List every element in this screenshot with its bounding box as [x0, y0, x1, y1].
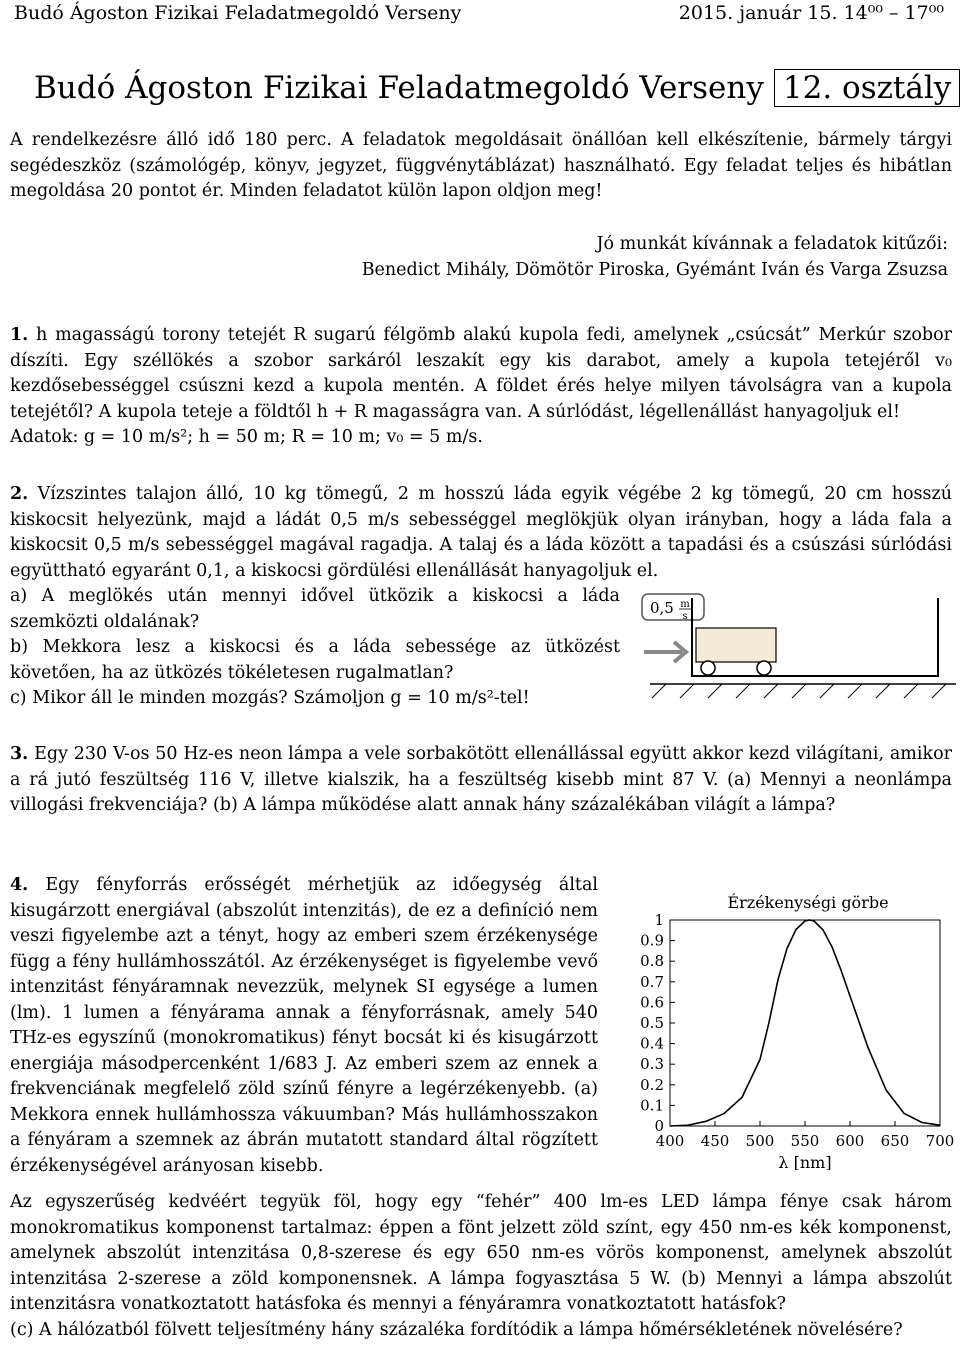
- y-tick-label: 0.7: [640, 972, 664, 991]
- problem-2-number: 2.: [10, 484, 29, 504]
- y-tick-label: 0.4: [640, 1034, 664, 1053]
- sensitivity-chart: [600, 880, 955, 1170]
- wishes-authors: Benedict Mihály, Dömötör Piroska, Gyémánt Iván és Varga Zsuzsa: [361, 259, 948, 280]
- header-date: 2015. január 15. 14⁰⁰ – 17⁰⁰: [678, 2, 944, 24]
- cart-wheel-left: [701, 661, 715, 675]
- crate-figure: [640, 590, 958, 702]
- problem-4-body: [10, 1190, 952, 1343]
- grade-box: 12. osztály: [774, 69, 960, 107]
- problem-3-number: 3.: [10, 744, 29, 764]
- chart-frame: [670, 920, 940, 1126]
- x-tick-label: 400: [655, 1132, 685, 1150]
- problem-4-text1: Egy fényforrás erősségét mérhetjük az időegység által kisugárzott energiával (abszolút intenzitás), de ez a definíció nem veszi figyelembe azt a tényt, hogy az emberi szem érzékenysége függ a fény hullámhosszától. Az érzékenységet is figyelembe vevő intenzitást fényáramnak nevezzük, melynek SI egysége a lumen (lm). 1 lumen a fényárama annak a fényforrásnak, amely 540 THz-es egyszínű (monokromatikus) fényt bocsát ki és kisugárzott energiája másodpercenként 1/683 J. Az emberi szem az ennek a frekvenciának megfelelő zöld színű fényre a legérzékenyebb. (a) Mekkora ennek hullámhossza vákuumban? Más hullámhosszakon a fényáram a szemnek az ábrán mutatott standard által rögzített érzékenységével arányosan kisebb.: [10, 875, 598, 1176]
- speed-unit-den: s: [682, 611, 688, 622]
- y-tick-label: 0.5: [640, 1014, 664, 1032]
- push-arrow: [644, 642, 686, 662]
- header-left: Budó Ágoston Fizikai Feladatmegoldó Verseny: [14, 2, 462, 24]
- x-tick-label: 450: [700, 1132, 730, 1150]
- problem-4-number: 4.: [10, 875, 29, 895]
- y-tick-label: 0.3: [640, 1055, 664, 1074]
- problem-1-data: Adatok: g = 10 m/s²; h = 50 m; R = 10 m; v₀ = 5 m/s.: [10, 427, 483, 447]
- ground-hatch: [652, 684, 946, 698]
- intro-text: A rendelkezésre álló idő 180 perc. A feladatok megoldásait önállóan kell elkészítenie, bármely tárgyi segédeszköz (számológép, könyv, jegyzet, függvénytáblázat) használható. Egy feladat teljes és hibátlan megoldása 20 pontot ér. Minden feladatot külön lapon oldjon meg!: [10, 130, 952, 201]
- title-main: Budó Ágoston Fizikai Feladatmegoldó Verseny: [34, 70, 764, 106]
- page-title: [34, 70, 960, 106]
- y-tick-label: 0.6: [640, 993, 664, 1012]
- x-tick-label: 600: [835, 1132, 865, 1150]
- y-tick-label: 0.2: [640, 1075, 664, 1094]
- problem-2-b: b) Mekkora lesz a kiskocsi és a láda sebessége az ütközést követően, ha az ütközés tökéletesen rugalmatlan?: [10, 637, 620, 683]
- problem-1: [10, 323, 952, 451]
- wishes-line1: Jó munkát kívánnak a feladatok kitűzői:: [596, 234, 948, 254]
- x-tick-label: 650: [880, 1132, 910, 1150]
- speed-unit-num: m: [680, 599, 690, 610]
- x-tick-label: 500: [745, 1132, 775, 1150]
- y-tick-label: 0: [654, 1117, 664, 1135]
- problem-4-text2: Az egyszerűség kedvéért tegyük föl, hogy egy “fehér” 400 lm-es LED lámpa fénye csak három monokromatikus komponenst tartalmaz: éppen a fönt jelzett zöld színt, egy 450 nm-es kék komponenst, amelynek abszolút intenzitása 0,8-szerese és egy 650 nm-es vörös komponenst, amelynek abszolút intenzitása 2-szerese a zöld komponensnek. A lámpa fogyasztása 5 W. (b) Mennyi a lámpa abszolút intenzitásra vonatkoztatott hatásfoka és mennyi a fényáramra vonatkoztatott hatásfok?: [10, 1192, 952, 1314]
- problem-2: [10, 482, 952, 584]
- problem-3-text: Egy 230 V-os 50 Hz-es neon lámpa a vele sorbakötött ellenállással együtt akkor kezd világítani, amikor a rá jutó feszültség 116 V, illetve kialszik, ha a feszültség kisebb mint 87 V. (a) Mennyi a neonlámpa villogási frekvenciája? (b) A lámpa működése alatt annak hány százalékában világít a lámpa?: [10, 744, 952, 815]
- problem-4-text3: (c) A hálózatból fölvett teljesítmény hány százaléka fordítódik a lámpa hőmérsékletének növelésére?: [10, 1319, 903, 1340]
- x-tick-label: 550: [790, 1132, 820, 1150]
- problem-4-intro: [10, 873, 598, 1178]
- chart-series-line: [670, 920, 940, 1126]
- problem-2-questions: [10, 584, 620, 712]
- problem-2-c: c) Mikor áll le minden mozgás? Számoljon g = 10 m/s²-tel!: [10, 688, 530, 708]
- problem-2-a: a) A meglökés után mennyi idővel ütközik a kiskocsi a láda szemközti oldalának?: [10, 586, 620, 632]
- cart-body: [696, 628, 776, 662]
- problem-3: [10, 742, 952, 819]
- chart-title: Érzékenységi görbe: [727, 893, 889, 912]
- chart-xlabel: λ [nm]: [778, 1153, 832, 1170]
- problem-1-text: h magasságú torony tetejét R sugarú félgömb alakú kupola fedi, amelynek „csúcsát” Merkúr szobor díszíti. Egy széllökés a szobor sarkáról leszakít egy kis darabot, amely a kupola tetejéről v₀ kezdősebességgel csúszni kezd a kupola mentén. A földet érés helye milyen távolságra van a kupola tetejétől? A kupola teteje a földtől h + R magasságra van. A súrlódást, légellenállást hanyagoljuk el!: [10, 325, 952, 422]
- speed-label-value: 0,5: [650, 599, 674, 617]
- problem-2-text: Vízszintes talajon álló, 10 kg tömegű, 2 m hosszú láda egyik végébe 2 kg tömegű, 20 cm hosszú kiskocsit helyezünk, majd a ládát 0,5 m/s sebességgel meglökjük olyan irányban, hogy a láda fala a kiskocsit 0,5 m/s sebességgel magával ragadja. A talaj és a láda között a tapadási és a csúszási súrlódási együttható egyaránt 0,1, a kiskocsi gördülési ellenállását hanyagoljuk el.: [10, 484, 952, 581]
- cart-wheel-right: [757, 661, 771, 675]
- problem-1-number: 1.: [10, 325, 29, 345]
- y-tick-label: 0.9: [640, 931, 664, 950]
- y-tick-label: 0.1: [640, 1096, 664, 1115]
- running-header: [14, 2, 944, 24]
- y-tick-label: 0.8: [640, 952, 664, 971]
- y-tick-label: 1: [654, 911, 664, 929]
- wishes: [248, 232, 948, 283]
- x-tick-label: 700: [925, 1132, 955, 1150]
